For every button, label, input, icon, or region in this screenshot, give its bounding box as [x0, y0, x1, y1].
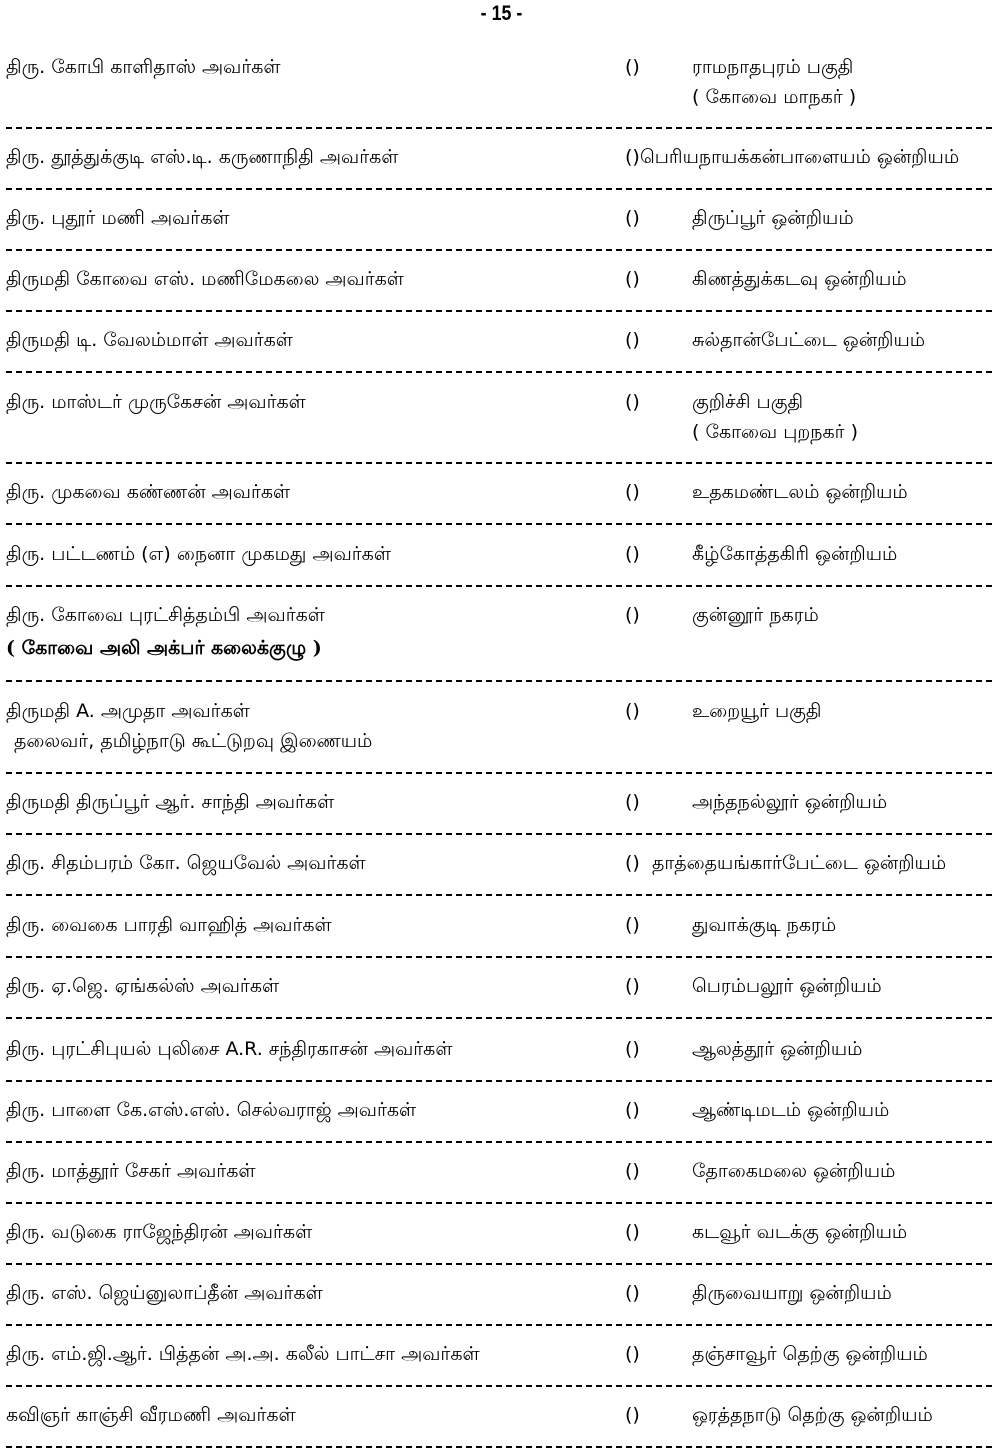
dashed-rule: [6, 188, 992, 190]
dashed-rule: [6, 1017, 992, 1019]
place-name: திருப்பூர் ஒன்றியம்: [692, 207, 854, 229]
dashed-rule: [6, 310, 992, 312]
place-name: கீழ்கோத்தகிரி ஒன்றியம்: [692, 543, 898, 565]
dashed-rule: [6, 371, 992, 373]
separator-mark: (): [625, 329, 640, 351]
person-name: திரு. வைகை பாரதி வாஹித் அவர்கள்: [6, 914, 332, 936]
place-name: ஆண்டிமடம் ஒன்றியம்: [692, 1099, 890, 1121]
separator-mark: (): [625, 268, 640, 290]
person-name: திரு. பட்டணம் (எ) நைனா முகமது அவர்கள்: [6, 543, 391, 565]
dashed-rule: [6, 127, 992, 129]
dashed-rule: [6, 894, 992, 896]
separator-mark: (): [625, 391, 640, 413]
person-name: திரு. எம்.ஜி.ஆர். பித்தன் அ.அ. கலீல் பாட்சா அவர்கள்: [6, 1343, 480, 1365]
person-name: திரு. கோவை புரட்சித்தம்பி அவர்கள்: [6, 604, 325, 626]
group-name: ( கோவை அலி அக்பர் கலைக்குழு ): [6, 637, 322, 659]
dashed-rule: [6, 462, 992, 464]
separator-mark: (): [625, 481, 640, 503]
separator-mark: (): [625, 1404, 640, 1426]
separator-mark: (): [625, 1343, 640, 1365]
place-name: பெரம்பலூர் ஒன்றியம்: [692, 975, 882, 997]
place-name: சுல்தான்பேட்டை ஒன்றியம்: [692, 329, 926, 351]
dashed-rule: [6, 1202, 992, 1204]
separator-mark: (): [625, 207, 640, 229]
person-name: கவிஞர் காஞ்சி வீரமணி அவர்கள்: [6, 1404, 296, 1426]
separator-mark: (): [625, 604, 640, 626]
person-name: திரு. சிதம்பரம் கோ. ஜெயவேல் அவர்கள்: [6, 852, 366, 874]
person-name: திரு. முகவை கண்ணன் அவர்கள்: [6, 481, 291, 503]
person-name: திரு. புதூர் மணி அவர்கள்: [6, 207, 230, 229]
separator-mark: (): [625, 852, 640, 874]
place-sub: ( கோவை புறநகர் ): [692, 421, 859, 443]
place-name: கடவூர் வடக்கு ஒன்றியம்: [692, 1221, 908, 1243]
dashed-rule: [6, 1263, 992, 1265]
dashed-rule: [6, 523, 992, 525]
dashed-rule: [6, 249, 992, 251]
dashed-rule: [6, 772, 992, 774]
person-name: திருமதி A. அமுதா அவர்கள்: [6, 700, 250, 722]
separator-mark: (): [625, 1038, 640, 1060]
place-sub: ( கோவை மாநகர் ): [692, 86, 857, 108]
person-name: திரு. மாஸ்டர் முருகேசன் அவர்கள்: [6, 391, 306, 413]
separator-mark: (): [625, 1282, 640, 1304]
person-name: திருமதி கோவை எஸ். மணிமேகலை அவர்கள்: [6, 268, 404, 290]
place-name: தோகைமலை ஒன்றியம்: [692, 1160, 896, 1182]
place-name: குன்னூர் நகரம்: [692, 604, 819, 626]
place-name: தாத்தையங்கார்பேட்டை ஒன்றியம்: [652, 852, 947, 874]
person-name: திரு. மாத்தூர் சேகர் அவர்கள்: [6, 1160, 256, 1182]
dashed-rule: [6, 1324, 992, 1326]
dashed-rule: [6, 1446, 992, 1448]
person-name: திரு. எஸ். ஜெய்னுலாப்தீன் அவர்கள்: [6, 1282, 323, 1304]
place-name: பெரியநாயக்கன்பாளையம் ஒன்றியம்: [640, 146, 960, 168]
place-name: குறிச்சி பகுதி: [692, 391, 804, 413]
place-name: துவாக்குடி நகரம்: [692, 914, 837, 936]
separator-mark: (): [625, 1160, 640, 1182]
person-name: திரு. ஏ.ஜெ. ஏங்கல்ஸ் அவர்கள்: [6, 975, 280, 997]
separator-mark: (): [625, 791, 640, 813]
place-name: அந்தநல்லூர் ஒன்றியம்: [692, 791, 888, 813]
dashed-rule: [6, 1080, 992, 1082]
place-name: கிணத்துக்கடவு ஒன்றியம்: [692, 268, 907, 290]
person-name: திருமதி டி. வேலம்மாள் அவர்கள்: [6, 329, 293, 351]
person-name: திரு. வடுகை ராஜேந்திரன் அவர்கள்: [6, 1221, 313, 1243]
place-name: ஆலத்தூர் ஒன்றியம்: [692, 1038, 863, 1060]
separator-mark: (): [625, 700, 640, 722]
separator-mark: (): [625, 1099, 640, 1121]
separator-mark: (): [625, 56, 640, 78]
dashed-rule: [6, 680, 992, 682]
dashed-rule: [6, 1141, 992, 1143]
person-name: திரு. தூத்துக்குடி எஸ்.டி. கருணாநிதி அவர்கள்: [6, 146, 399, 168]
person-name: திரு. பாளை கே.எஸ்.எஸ். செல்வராஜ் அவர்கள்: [6, 1099, 417, 1121]
dashed-rule: [6, 585, 992, 587]
place-name: உறையூர் பகுதி: [692, 700, 822, 722]
person-name: திரு. புரட்சிபுயல் புலிசை A.R. சந்திரகாசன் அவர்கள்: [6, 1038, 453, 1060]
place-name: ஒரத்தநாடு தெற்கு ஒன்றியம்: [692, 1404, 933, 1426]
place-name: தஞ்சாவூர் தெற்கு ஒன்றியம்: [692, 1343, 928, 1365]
separator-mark: (): [625, 914, 640, 936]
separator-mark: (): [625, 1221, 640, 1243]
separator-mark: (): [625, 543, 640, 565]
person-title: தலைவர், தமிழ்நாடு கூட்டுறவு இணையம்: [14, 730, 373, 752]
person-name: திரு. கோபி காளிதாஸ் அவர்கள்: [6, 56, 281, 78]
separator-mark: (): [625, 975, 640, 997]
dashed-rule: [6, 956, 992, 958]
place-name: ராமநாதபுரம் பகுதி: [692, 56, 854, 78]
person-name: திருமதி திருப்பூர் ஆர். சாந்தி அவர்கள்: [6, 791, 335, 813]
dashed-rule: [6, 1385, 992, 1387]
dashed-rule: [6, 833, 992, 835]
place-name: திருவையாறு ஒன்றியம்: [692, 1282, 892, 1304]
separator-mark: (): [625, 146, 640, 168]
page-number: - 15 -: [480, 2, 523, 25]
place-name: உதகமண்டலம் ஒன்றியம்: [692, 481, 908, 503]
